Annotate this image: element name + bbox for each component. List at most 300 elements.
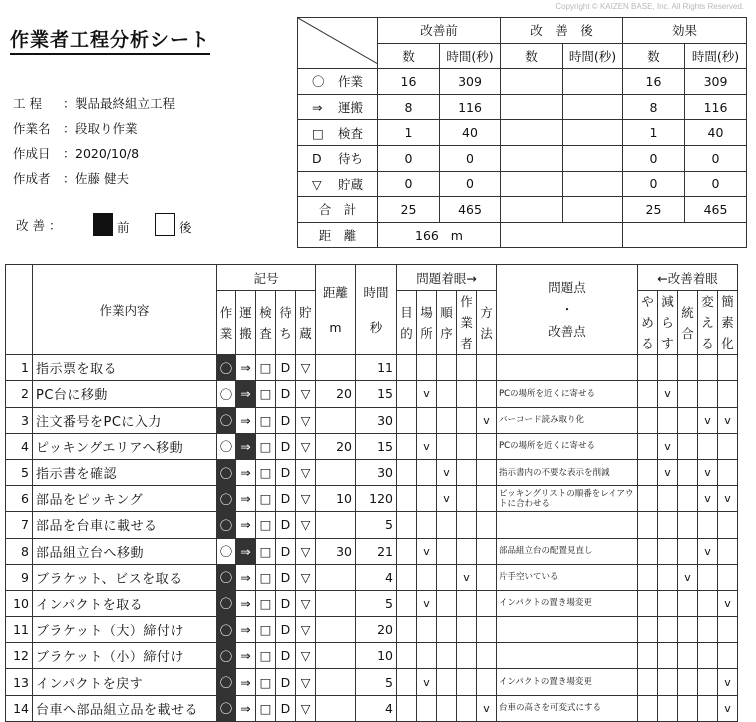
row-problem-check [457, 486, 477, 512]
row-symbol: □ [256, 643, 276, 669]
header-improve-group: ←改善着眼 [638, 265, 738, 291]
row-symbol: D [276, 486, 296, 512]
row-time: 4 [356, 564, 397, 590]
row-symbol: ⇒ [236, 381, 256, 407]
header-improve-col: 簡 素 化 [718, 291, 738, 355]
row-improve-check [678, 617, 698, 643]
row-symbol: ▽ [296, 459, 316, 485]
row-distance: 10 [316, 486, 356, 512]
row-content: 指示書を確認 [33, 459, 217, 485]
row-symbol: 〇 [217, 433, 236, 459]
legend-after-label: 後 [179, 220, 192, 235]
row-problem-check [477, 512, 497, 538]
row-issue: インパクトの置き場変更 [497, 669, 638, 695]
row-time: 5 [356, 590, 397, 616]
legend-after-swatch [155, 213, 175, 236]
row-symbol: ▽ [296, 486, 316, 512]
row-number: 10 [6, 590, 33, 616]
row-problem-check: v [437, 486, 457, 512]
table-row [6, 590, 738, 616]
row-improve-check [718, 617, 738, 643]
row-problem-check: v [437, 459, 457, 485]
row-improve-check [638, 617, 658, 643]
row-time: 20 [356, 617, 397, 643]
row-issue: インパクトの置き場変更 [497, 590, 638, 616]
row-improve-check [718, 538, 738, 564]
header-symbol-col: 待 ち [276, 291, 296, 355]
row-problem-check: v [457, 564, 477, 590]
table-row [6, 669, 738, 695]
row-problem-check: v [417, 538, 437, 564]
row-improve-check [718, 564, 738, 590]
summary-row-label [298, 120, 378, 146]
row-symbol: □ [256, 459, 276, 485]
summary-symbol-name: 作業 [338, 74, 364, 90]
row-symbol: 〇 [217, 669, 236, 695]
row-improve-check [718, 433, 738, 459]
row-problem-check [397, 617, 417, 643]
row-improve-check [698, 590, 718, 616]
row-problem-check [397, 538, 417, 564]
row-distance [316, 512, 356, 538]
row-symbol: ⇒ [236, 695, 256, 721]
row-problem-check [477, 669, 497, 695]
row-symbol: ⇒ [236, 486, 256, 512]
header-symbol-col: 運 搬 [236, 291, 256, 355]
header-problem-col: 方 法 [477, 291, 497, 355]
row-content: 部品を台車に載せる [33, 512, 217, 538]
info-task: 作業名 ：段取り作業 [13, 121, 138, 136]
row-symbol: D [276, 433, 296, 459]
row-improve-check [638, 643, 658, 669]
row-improve-check [718, 643, 738, 669]
summary-cell: 0 [623, 171, 685, 197]
summary-cell: 8 [623, 94, 685, 120]
row-symbol: □ [256, 695, 276, 721]
header-distance-label: 距離 [322, 284, 348, 300]
row-problem-check [437, 433, 457, 459]
row-improve-check [698, 617, 718, 643]
row-symbol: D [276, 407, 296, 433]
summary-symbol: □ [312, 125, 324, 141]
header-time-unit: 秒 [369, 319, 383, 335]
row-improve-check [718, 459, 738, 485]
row-distance [316, 459, 356, 485]
info-label: 工 程 [13, 96, 42, 111]
header-improve-col: 統 合 [678, 291, 698, 355]
summary-cell [501, 197, 563, 223]
row-symbol: □ [256, 486, 276, 512]
row-improve-check: v [718, 590, 738, 616]
row-issue: PCの場所を近くに寄せる [497, 433, 638, 459]
row-symbol: ▽ [296, 669, 316, 695]
summary-cell [563, 171, 623, 197]
summary-cell [501, 145, 563, 171]
summary-group-after: 改 善 後 [501, 18, 623, 44]
row-improve-check [638, 695, 658, 721]
row-problem-check [417, 355, 437, 381]
table-row [6, 643, 738, 669]
table-row [6, 512, 738, 538]
summary-cell [563, 120, 623, 146]
row-content: 指示票を取る [33, 355, 217, 381]
summary-cell: 25 [378, 197, 440, 223]
row-content: インパクトを取る [33, 590, 217, 616]
row-issue: PCの場所を近くに寄せる [497, 381, 638, 407]
summary-cell [501, 222, 623, 248]
row-improve-check [638, 669, 658, 695]
row-symbol: D [276, 355, 296, 381]
summary-cell: 16 [378, 69, 440, 95]
row-symbol: ⇒ [236, 512, 256, 538]
distance-value: 166 [415, 227, 439, 243]
row-improve-check: v [718, 486, 738, 512]
row-symbol: 〇 [217, 590, 236, 616]
row-problem-check [417, 643, 437, 669]
row-symbol: 〇 [217, 459, 236, 485]
row-symbol: ⇒ [236, 538, 256, 564]
row-content: 部品組立台へ移動 [33, 538, 217, 564]
row-problem-check [477, 433, 497, 459]
summary-sub-count: 数 [501, 43, 563, 69]
row-improve-check [718, 355, 738, 381]
row-issue [497, 355, 638, 381]
row-improve-check: v [658, 433, 678, 459]
row-issue: 片手空いている [497, 564, 638, 590]
row-symbol: ▽ [296, 538, 316, 564]
row-problem-check [437, 669, 457, 695]
row-problem-check [477, 486, 497, 512]
table-row [6, 617, 738, 643]
header-symbol-col: 貯 蔵 [296, 291, 316, 355]
row-distance [316, 564, 356, 590]
summary-cell: 0 [378, 145, 440, 171]
header-symbol-col: 検 査 [256, 291, 276, 355]
row-issue: 台車の高さを可変式にする [497, 695, 638, 721]
table-row [6, 486, 738, 512]
row-problem-check [397, 486, 417, 512]
row-number: 7 [6, 512, 33, 538]
row-symbol: ▽ [296, 381, 316, 407]
header-content: 作業内容 [33, 265, 217, 355]
header-distance [316, 265, 356, 355]
row-symbol: ▽ [296, 433, 316, 459]
summary-sub-count: 数 [623, 43, 685, 69]
row-problem-check [437, 381, 457, 407]
summary-row [298, 69, 747, 95]
row-symbol: ▽ [296, 512, 316, 538]
row-improve-check [718, 512, 738, 538]
row-content: ブラケット、ビスを取る [33, 564, 217, 590]
summary-cell [623, 222, 747, 248]
summary-cell [563, 197, 623, 223]
row-symbol: D [276, 590, 296, 616]
summary-cell: 116 [440, 94, 501, 120]
row-distance [316, 669, 356, 695]
row-improve-check [698, 643, 718, 669]
row-improve-check [658, 695, 678, 721]
row-improve-check [658, 407, 678, 433]
row-improve-check [678, 590, 698, 616]
row-symbol: 〇 [217, 643, 236, 669]
row-problem-check [417, 617, 437, 643]
row-distance [316, 617, 356, 643]
info-value: 2020/10/8 [75, 146, 140, 161]
info-label: 作業名 [13, 121, 51, 136]
row-improve-check [698, 564, 718, 590]
row-issue: 部品組立台の配置見直し [497, 538, 638, 564]
row-problem-check: v [417, 381, 437, 407]
row-improve-check [638, 381, 658, 407]
row-improve-check: v [698, 407, 718, 433]
row-problem-check [437, 407, 457, 433]
row-improve-check [658, 564, 678, 590]
row-improve-check [678, 643, 698, 669]
row-problem-check [417, 407, 437, 433]
summary-cell: 40 [440, 120, 501, 146]
row-issue: 指示書内の不要な表示を削減 [497, 459, 638, 485]
legend-before-label: 前 [117, 220, 130, 235]
row-problem-check [457, 459, 477, 485]
row-improve-check [678, 538, 698, 564]
row-problem-check [417, 486, 437, 512]
summary-cell: 1 [378, 120, 440, 146]
row-problem-check: v [477, 407, 497, 433]
row-problem-check [477, 590, 497, 616]
row-time: 4 [356, 695, 397, 721]
row-improve-check [638, 564, 658, 590]
summary-cell: 0 [440, 145, 501, 171]
summary-cell [563, 94, 623, 120]
row-number: 14 [6, 695, 33, 721]
info-value: 段取り作業 [75, 121, 138, 136]
header-improve-col: 変 え る [698, 291, 718, 355]
row-problem-check [457, 643, 477, 669]
row-symbol: □ [256, 564, 276, 590]
row-number: 9 [6, 564, 33, 590]
row-symbol: □ [256, 407, 276, 433]
row-improve-check [678, 381, 698, 407]
row-number: 8 [6, 538, 33, 564]
summary-cell: 16 [623, 69, 685, 95]
row-content: 注文番号をPCに入力 [33, 407, 217, 433]
row-improve-check [698, 512, 718, 538]
row-symbol: ⇒ [236, 669, 256, 695]
row-improve-check [658, 355, 678, 381]
header-problem-group: 問題着眼→ [397, 265, 497, 291]
summary-symbol-name: 貯蔵 [338, 176, 364, 192]
summary-cell: 0 [378, 171, 440, 197]
legend-before-swatch [93, 213, 113, 236]
row-improve-check [638, 355, 658, 381]
row-time: 15 [356, 381, 397, 407]
row-symbol: D [276, 459, 296, 485]
row-problem-check [397, 590, 417, 616]
header-no [6, 265, 33, 355]
header-improve-col: 減 ら す [658, 291, 678, 355]
row-problem-check [437, 695, 457, 721]
summary-cell: 465 [685, 197, 747, 223]
row-symbol: 〇 [217, 564, 236, 590]
row-problem-check [397, 459, 417, 485]
summary-row-label [298, 94, 378, 120]
row-symbol: D [276, 617, 296, 643]
summary-total-label: 合 計 [298, 197, 378, 223]
row-time: 30 [356, 459, 397, 485]
row-issue: バーコード読み取り化 [497, 407, 638, 433]
row-symbol: ▽ [296, 407, 316, 433]
row-problem-check [437, 512, 457, 538]
row-improve-check [638, 407, 658, 433]
row-symbol: ⇒ [236, 590, 256, 616]
row-symbol: D [276, 564, 296, 590]
row-distance: 20 [316, 433, 356, 459]
header-time [356, 265, 397, 355]
summary-sub-time: 時間(秒) [685, 43, 747, 69]
row-improve-check [658, 590, 678, 616]
distance-unit: m [450, 227, 463, 243]
row-problem-check [437, 538, 457, 564]
row-symbol: ⇒ [236, 643, 256, 669]
summary-cell: 8 [378, 94, 440, 120]
row-symbol: D [276, 695, 296, 721]
row-problem-check [457, 538, 477, 564]
row-problem-check [457, 669, 477, 695]
table-row [6, 381, 738, 407]
row-issue [497, 643, 638, 669]
header-symbol-col: 作 業 [217, 291, 236, 355]
row-number: 13 [6, 669, 33, 695]
row-problem-check [397, 695, 417, 721]
info-value: 製品最終組立工程 [75, 96, 176, 111]
row-improve-check [698, 669, 718, 695]
row-improve-check [678, 407, 698, 433]
row-problem-check [397, 564, 417, 590]
table-row [6, 459, 738, 485]
summary-row [298, 94, 747, 120]
row-symbol: 〇 [217, 538, 236, 564]
row-problem-check [437, 643, 457, 669]
row-content: ピッキングエリアへ移動 [33, 433, 217, 459]
row-problem-check: v [417, 433, 437, 459]
row-improve-check: v [698, 459, 718, 485]
row-symbol: D [276, 512, 296, 538]
summary-cell: 0 [440, 171, 501, 197]
row-time: 15 [356, 433, 397, 459]
row-improve-check [638, 512, 658, 538]
row-improve-check [698, 695, 718, 721]
row-problem-check [477, 643, 497, 669]
row-problem-check [397, 433, 417, 459]
row-problem-check [477, 381, 497, 407]
row-time: 10 [356, 643, 397, 669]
row-problem-check [477, 355, 497, 381]
row-symbol: □ [256, 538, 276, 564]
summary-cell: 309 [440, 69, 501, 95]
row-improve-check [698, 433, 718, 459]
info-process: 工 程 ：製品最終組立工程 [13, 96, 176, 111]
row-problem-check [397, 512, 417, 538]
row-problem-check [397, 407, 417, 433]
row-symbol: 〇 [217, 512, 236, 538]
summary-cell [501, 69, 563, 95]
row-time: 30 [356, 407, 397, 433]
row-improve-check [638, 486, 658, 512]
row-symbol: ▽ [296, 617, 316, 643]
row-improve-check: v [678, 564, 698, 590]
summary-symbol: 〇 [312, 74, 325, 90]
row-time: 5 [356, 669, 397, 695]
row-problem-check [417, 564, 437, 590]
row-improve-check: v [718, 669, 738, 695]
info-date: 作成日 ：2020/10/8 [13, 146, 140, 161]
row-improve-check [658, 512, 678, 538]
row-improve-check [718, 381, 738, 407]
row-symbol: □ [256, 381, 276, 407]
row-problem-check [417, 695, 437, 721]
row-number: 11 [6, 617, 33, 643]
row-problem-check: v [477, 695, 497, 721]
row-improve-check [678, 512, 698, 538]
row-number: 12 [6, 643, 33, 669]
row-symbol: 〇 [217, 381, 236, 407]
summary-cell [501, 171, 563, 197]
summary-row-label [298, 171, 378, 197]
summary-sub-time: 時間(秒) [440, 43, 501, 69]
row-improve-check: v [658, 381, 678, 407]
row-symbol: ⇒ [236, 433, 256, 459]
row-symbol: 〇 [217, 486, 236, 512]
row-problem-check [397, 381, 417, 407]
summary-cell: 0 [685, 171, 747, 197]
row-number: 3 [6, 407, 33, 433]
row-symbol: ⇒ [236, 355, 256, 381]
row-distance: 20 [316, 381, 356, 407]
header-improve-col: や め る [638, 291, 658, 355]
header-problem-col: 順 序 [437, 291, 457, 355]
row-problem-check [397, 669, 417, 695]
process-table [5, 264, 738, 722]
summary-cell: 465 [440, 197, 501, 223]
row-symbol: □ [256, 433, 276, 459]
row-improve-check [698, 381, 718, 407]
summary-cell: 1 [623, 120, 685, 146]
row-number: 1 [6, 355, 33, 381]
row-symbol: ▽ [296, 355, 316, 381]
row-symbol: ⇒ [236, 459, 256, 485]
row-symbol: ▽ [296, 695, 316, 721]
summary-group-before: 改善前 [378, 18, 501, 44]
summary-group-effect: 効果 [623, 18, 747, 44]
row-symbol: ⇒ [236, 617, 256, 643]
row-problem-check: v [417, 669, 437, 695]
row-problem-check [437, 564, 457, 590]
row-improve-check [678, 486, 698, 512]
row-problem-check [457, 381, 477, 407]
row-improve-check [638, 433, 658, 459]
row-distance: 30 [316, 538, 356, 564]
row-problem-check: v [417, 590, 437, 616]
summary-cell: 0 [623, 145, 685, 171]
row-issue: ピッキングリストの順番をレイアウトに合わせる [497, 486, 638, 512]
summary-row-label [298, 69, 378, 95]
row-improve-check [658, 538, 678, 564]
row-improve-check [658, 643, 678, 669]
row-time: 11 [356, 355, 397, 381]
row-problem-check [397, 355, 417, 381]
row-improve-check [638, 459, 658, 485]
summary-cell: 116 [685, 94, 747, 120]
